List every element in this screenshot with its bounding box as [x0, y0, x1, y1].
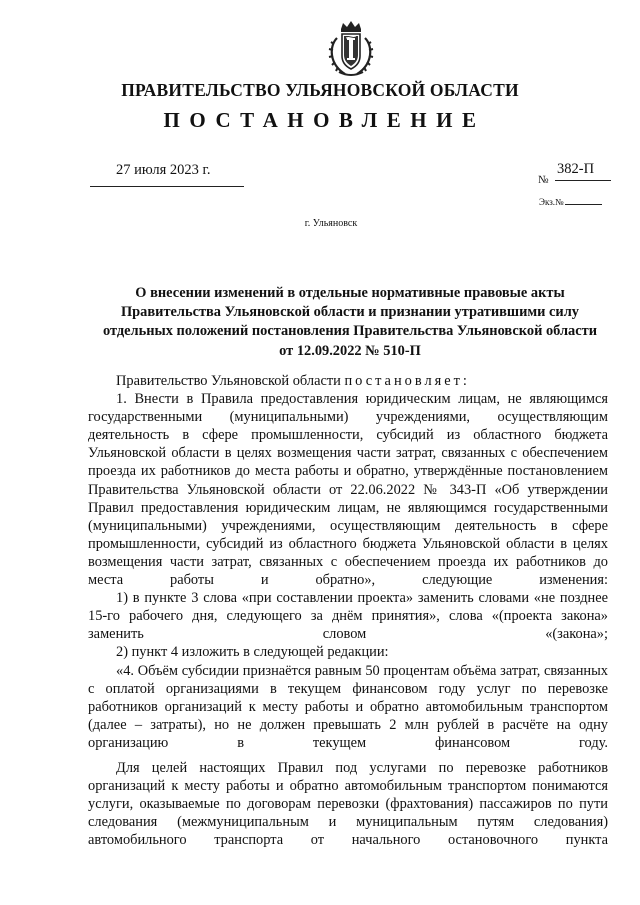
preamble-text: Правительство Ульяновской области [116, 373, 341, 389]
document-number: 382-П [555, 161, 611, 181]
document-type: ПОСТАНОВЛЕНИЕ [163, 108, 486, 132]
paragraph-item-1-2: 2) пункт 4 изложить в следующей редакции: [116, 644, 389, 661]
paragraph-quote-4: «4. Объём субсидии признаётся равным 50 процентам объёма затрат, связанных с оплатой организациями в текущем финансовом году услуг по перевозке работников организаций к месту работы и обратно автомобильным транспортом (далее – затраты), но не должен превышать 2 млн рублей в расчёте на одну организацию в текущем финансовом году. [88, 662, 608, 751]
preamble [88, 372, 608, 390]
copy-label: Экз.№ [539, 197, 564, 207]
organization-name: ПРАВИТЕЛЬСТВО УЛЬЯНОВСКОЙ ОБЛАСТИ [121, 80, 519, 100]
document-title: О внесении изменений в отдельные нормативные правовые акты Правительства Ульяновской области и признании утратившими силу отдельных положений постановления Правительства Ульяновской области от 12.09.2022 № 510-П [102, 285, 598, 359]
paragraph-quote-4-cont: Для целей настоящих Правил под услугами по перевозке работников организаций к месту работы и обратно автомобильным транспортом понимаются услуги, оказываемые по договорам перевозки (фрахтования) пассажиров по пути следования (межмуниципальным и муниципальным путям следования) автомобильного транспорта от начального остановочного пункта [88, 759, 608, 849]
ulyanovsk-coat-of-arms-icon [325, 20, 377, 80]
document-body [88, 372, 608, 849]
copy-number-field [539, 197, 602, 207]
preamble-verb: постановляет: [344, 373, 470, 389]
city: г. Ульяновск [304, 218, 358, 229]
document-date: 27 июля 2023 г. [90, 162, 244, 187]
paragraph-item-1: 1. Внести в Правила предоставления юридическим лицам, не являющимся государственными (муниципальными) учреждениями, осуществляющим деятельность в сфере промышленности, субсидий из областного бюджета Ульяновской области в целях возмещения части затрат, связанных с обеспечением проезда их работников до места работы и обратно, утверждённые постановлением Правительства Ульяновской области от 22.06.2022 № 343-П «Об утверждении Правил предоставления юридическим лицам, не являющимся государственными (муниципальными) учреждениями, осуществляющим деятельность в сфере промышленности, субсидий из областного бюджета Ульяновской области в целях возмещения части затрат, связанных с обеспечением проезда их работников до места работы и обратно», следующие изменения: [88, 391, 608, 589]
paragraph-item-1-1: 1) в пункте 3 слова «при составлении проекта» заменить словами «не позднее 15-го рабочего дня, следующего за днём принятия», слова «(проекта закона» заменить словом «(закона»; [88, 590, 608, 643]
copy-number-line [565, 197, 602, 205]
number-sign: № [538, 174, 549, 186]
